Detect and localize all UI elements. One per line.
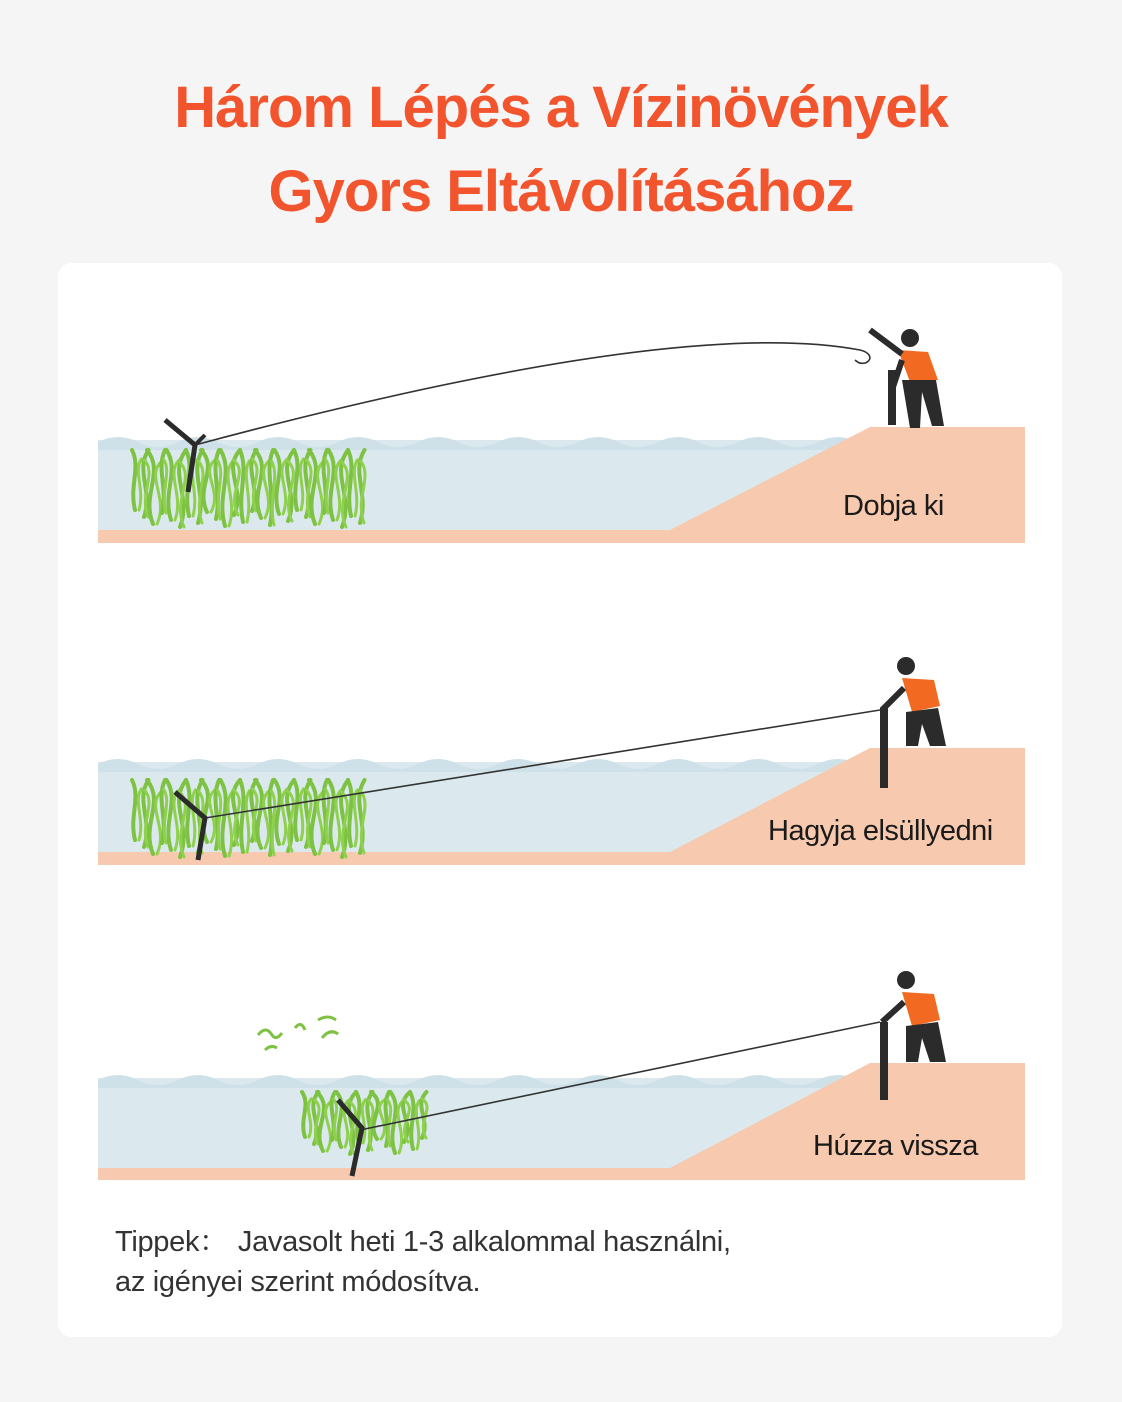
step-2-scene xyxy=(0,620,1122,920)
page-title xyxy=(0,66,1122,234)
step-2-illustration xyxy=(0,620,1122,920)
title-line-2: Gyors Eltávolításához xyxy=(268,159,854,224)
step-3-label: Húzza vissza xyxy=(813,1130,978,1162)
tips-label: Tippek： xyxy=(115,1226,228,1258)
worker-figure xyxy=(870,329,944,428)
step-2-label: Hagyja elsüllyedni xyxy=(768,815,993,847)
step-1-scene xyxy=(0,300,1122,600)
step-3-scene xyxy=(0,940,1122,1240)
tips-block xyxy=(115,1222,915,1302)
floating-weeds xyxy=(258,1017,338,1050)
step-3-illustration xyxy=(0,940,1122,1240)
step-1-label: Dobja ki xyxy=(843,490,944,522)
tips-text-line-2: az igényei szerint módosítva. xyxy=(115,1266,481,1298)
title-line-1: Három Lépés a Vízinövények xyxy=(174,75,948,140)
tips-text-line-1: Javasolt heti 1-3 alkalommal használni, xyxy=(237,1226,731,1258)
step-1-illustration xyxy=(0,300,1122,600)
